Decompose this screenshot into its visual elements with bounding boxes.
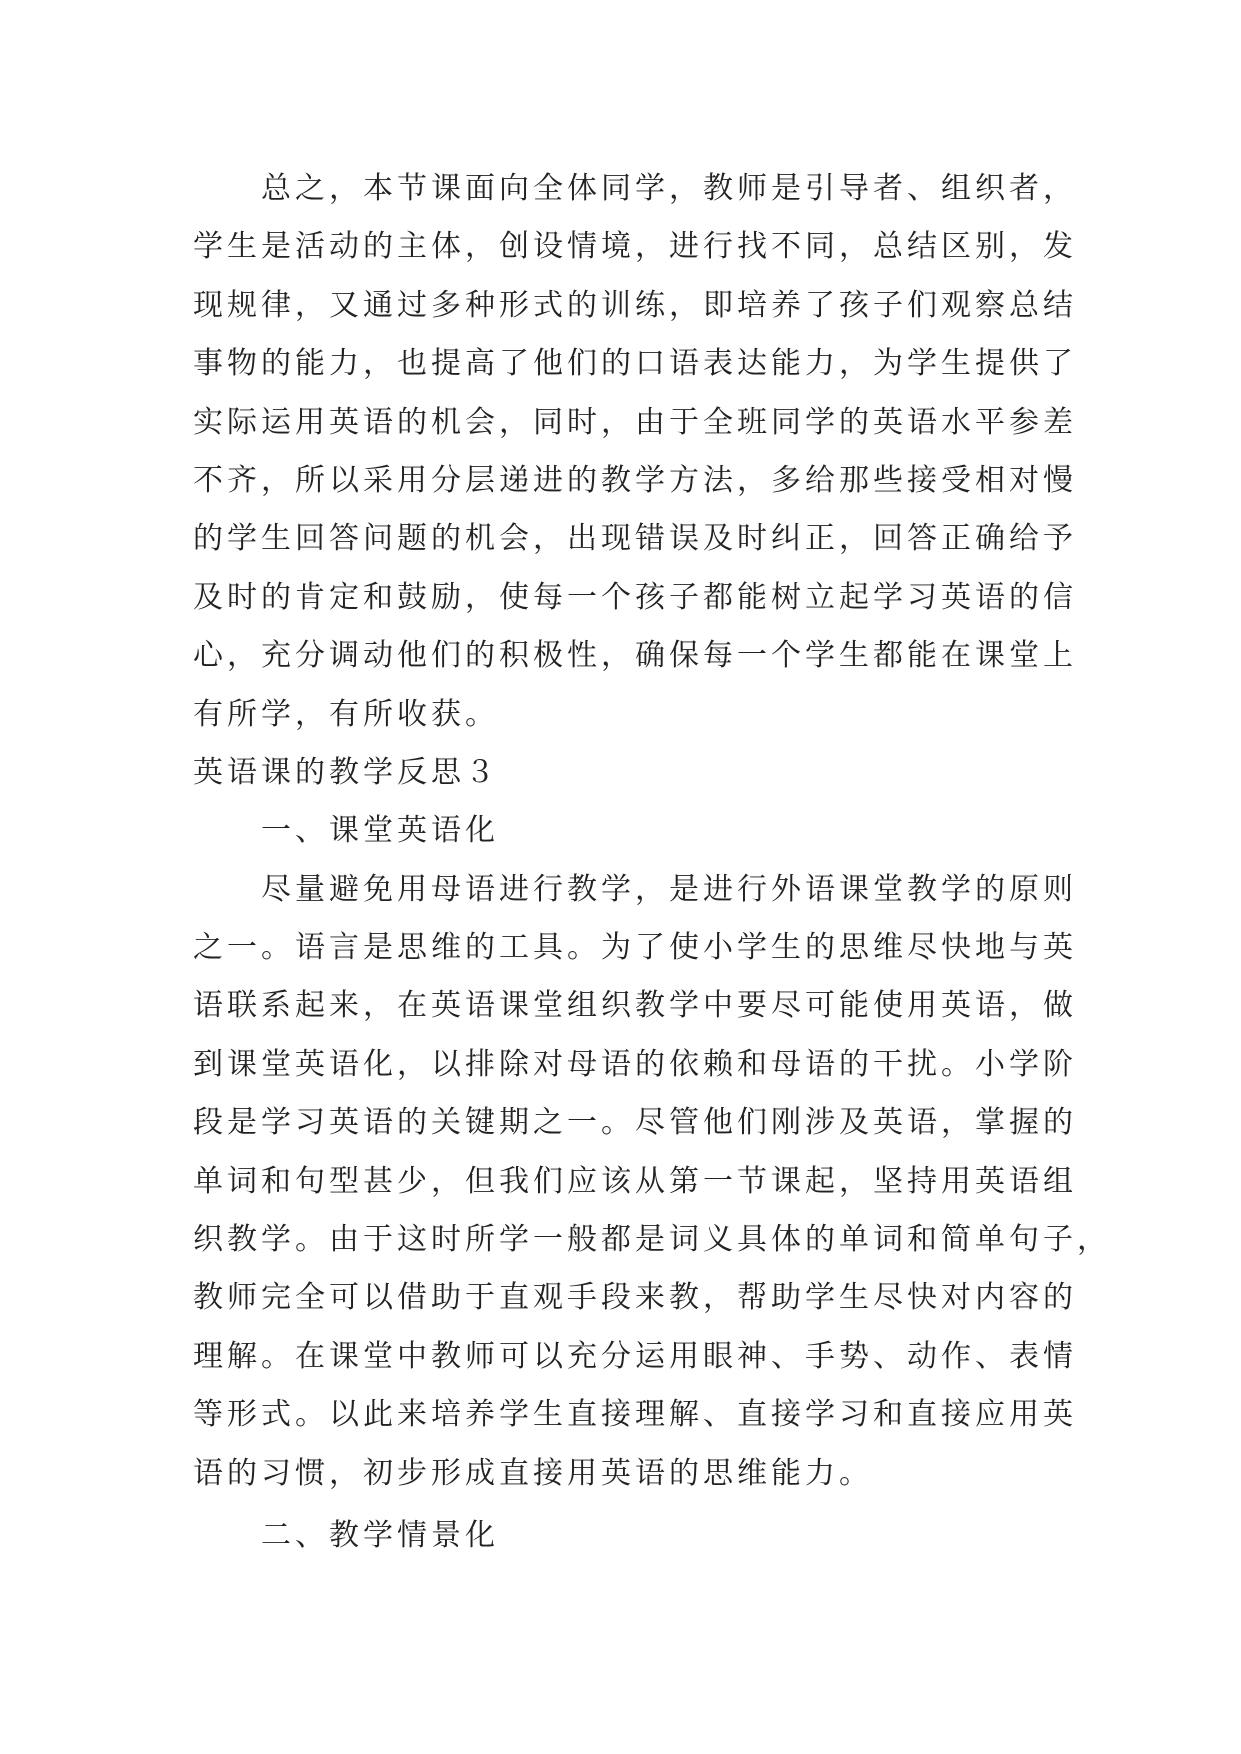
paragraph-line: 的学生回答问题的机会，出现错误及时纠正，回答正确给予 <box>193 521 1077 557</box>
section-title: 英语课的教学反思３ <box>193 754 499 790</box>
paragraph-line: 织教学。由于这时所学一般都是词义具体的单词和简单句子， <box>193 1222 1111 1258</box>
paragraph-line: 实际运用英语的机会，同时，由于全班同学的英语水平参差 <box>193 404 1077 440</box>
paragraph-line: 学生是活动的主体，创设情境，进行找不同，总结区别，发 <box>193 229 1077 265</box>
paragraph-line: 语联系起来，在英语课堂组织教学中要尽可能使用英语，做 <box>193 988 1077 1024</box>
paragraph-line: 及时的肯定和鼓励，使每一个孩子都能树立起学习英语的信 <box>193 579 1077 615</box>
paragraph-line: 尽量避免用母语进行教学，是进行外语课堂教学的原则 <box>193 871 1077 907</box>
paragraph-line: 事物的能力，也提高了他们的口语表达能力，为学生提供了 <box>193 346 1077 382</box>
paragraph-line: 段是学习英语的关键期之一。尽管他们刚涉及英语，掌握的 <box>193 1105 1077 1141</box>
paragraph-line: 总之，本节课面向全体同学，教师是引导者、组织者， <box>193 171 1077 206</box>
paragraph-line: 等形式。以此来培养学生直接理解、直接学习和直接应用英 <box>193 1397 1077 1433</box>
paragraph-line: 理解。在课堂中教师可以充分运用眼神、手势、动作、表情 <box>193 1338 1077 1374</box>
paragraph-line: 到课堂英语化，以排除对母语的依赖和母语的干扰。小学阶 <box>193 1046 1077 1082</box>
paragraph-line: 有所学，有所收获。 <box>193 696 499 732</box>
paragraph-line: 单词和句型甚少，但我们应该从第一节课起，坚持用英语组 <box>193 1163 1077 1199</box>
paragraph-line: 教师完全可以借助于直观手段来教，帮助学生尽快对内容的 <box>193 1280 1077 1316</box>
paragraph-line: 语的习惯，初步形成直接用英语的思维能力。 <box>193 1455 873 1491</box>
paragraph-line: 心，充分调动他们的积极性，确保每一个学生都能在课堂上 <box>193 638 1077 674</box>
paragraph-line: 不齐，所以采用分层递进的教学方法，多给那些接受相对慢 <box>193 462 1077 498</box>
paragraph-line: 现规律，又通过多种形式的训练，即培养了孩子们观察总结 <box>193 287 1077 323</box>
heading-1: 一、课堂英语化 <box>193 813 499 849</box>
heading-2: 二、教学情景化 <box>193 1517 499 1553</box>
paragraph-line: 之一。语言是思维的工具。为了使小学生的思维尽快地与英 <box>193 930 1077 966</box>
document-body <box>193 160 1111 1565</box>
